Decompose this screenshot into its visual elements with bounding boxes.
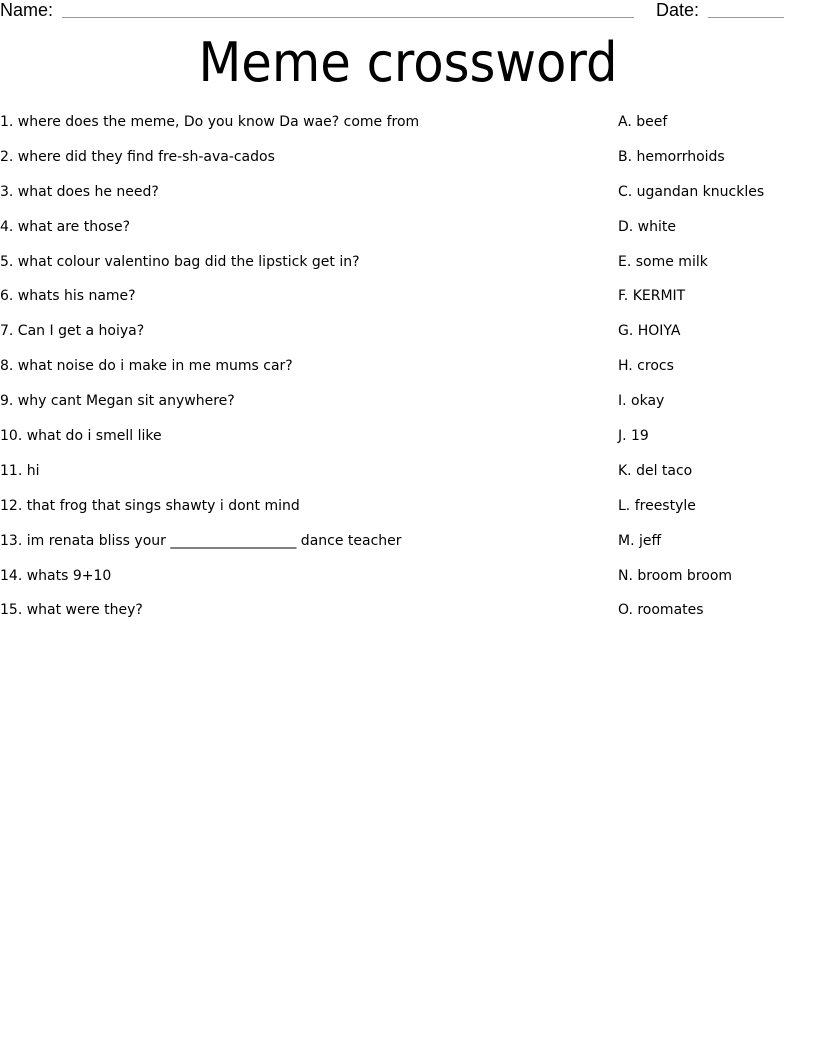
clue-item: 2. where did they find fre-sh-ava-cados (0, 148, 275, 165)
page-title: Meme crossword (198, 31, 618, 94)
clue-item: 5. what colour valentino bag did the lipstick get in? (0, 253, 360, 270)
clue-item: 4. what are those? (0, 218, 131, 235)
answer-item: F. KERMIT (618, 288, 686, 305)
clue-item: 9. why cant Megan sit anywhere? (0, 393, 235, 410)
answer-item: M. jeff (618, 532, 662, 549)
date-label: Date: (656, 0, 700, 20)
answer-item: E. some milk (618, 253, 708, 270)
answer-item: H. crocs (618, 358, 674, 375)
name-field-line (62, 17, 634, 18)
answer-item: G. HOIYA (618, 323, 681, 340)
clue-item: 6. whats his name? (0, 288, 136, 305)
answer-item: A. beef (618, 114, 668, 130)
worksheet-header (0, 0, 816, 24)
clue-list (0, 112, 419, 635)
clue-item: 12. that frog that sings shawty i dont mind (0, 497, 300, 514)
answer-item: C. ugandan knuckles (618, 183, 765, 200)
answer-item: L. freestyle (618, 497, 696, 514)
answer-item: N. broom broom (618, 567, 733, 584)
answer-item: D. white (618, 218, 676, 235)
clue-item: 8. what noise do i make in me mums car? (0, 358, 293, 375)
answer-item: O. roomates (618, 602, 704, 619)
clue-item: 1. where does the meme, Do you know Da wae? come from (0, 114, 420, 130)
clue-item: 11. hi (0, 462, 40, 479)
answer-item: I. okay (618, 393, 665, 410)
clue-item: 7. Can I get a hoiya? (0, 323, 145, 340)
answer-item: K. del taco (618, 462, 693, 479)
name-label: Name: (0, 0, 54, 20)
answer-bank (618, 112, 764, 635)
clue-item: 13. im renata bliss your __________________ dance teacher (0, 532, 402, 549)
clue-item: 14. whats 9+10 (0, 567, 112, 584)
clue-item: 15. what were they? (0, 602, 143, 619)
answer-item: B. hemorrhoids (618, 148, 725, 165)
clue-item: 10. what do i smell like (0, 428, 162, 445)
clue-item: 3. what does he need? (0, 183, 159, 200)
answer-item: J. 19 (618, 428, 649, 445)
date-field-line (708, 17, 784, 18)
